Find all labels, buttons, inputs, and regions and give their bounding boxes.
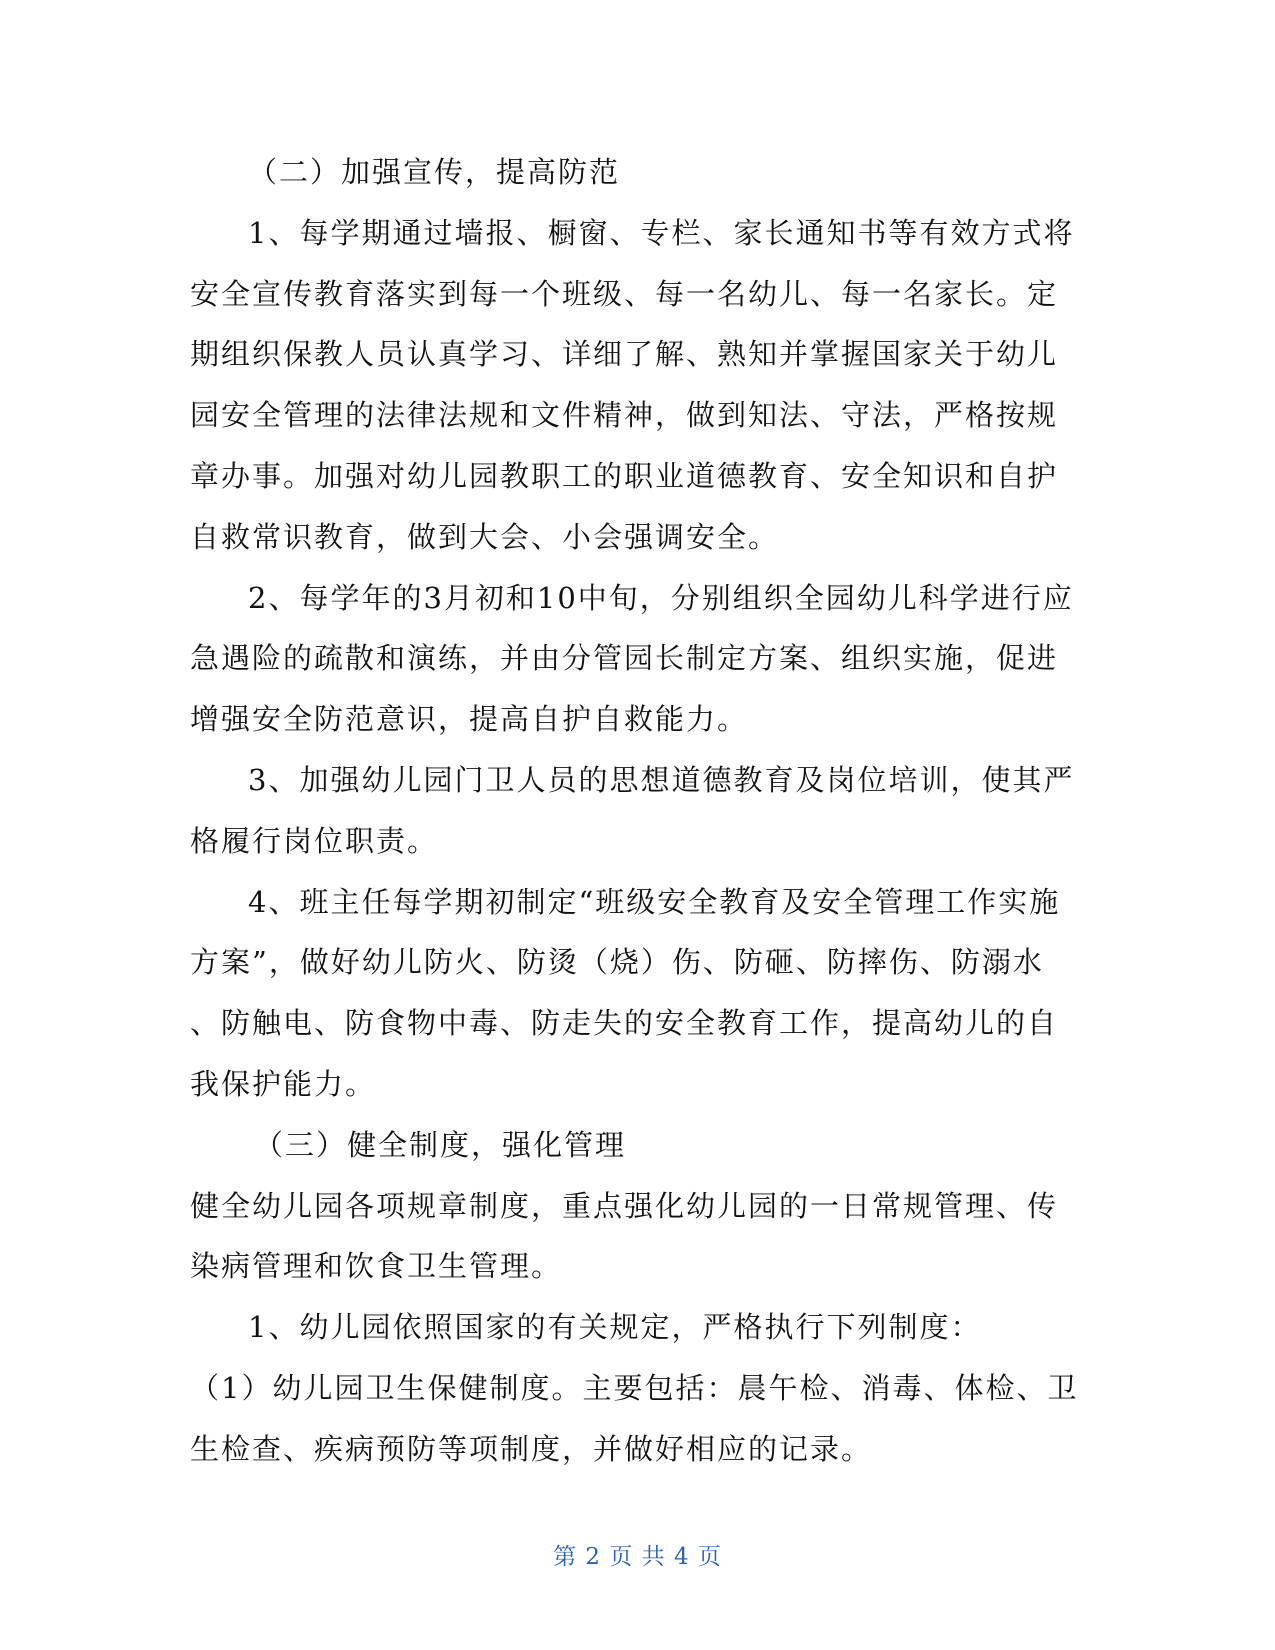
paragraph-line: 染病管理和饮食卫生管理。 bbox=[190, 1249, 563, 1284]
paragraph-line: 格履行岗位职责。 bbox=[190, 823, 439, 858]
paragraph-line: 方案”，做好幼儿防火、防烫（烧）伤、防砸、防摔伤、防溺水 bbox=[190, 945, 1044, 980]
paragraph-line: 增强安全防范意识，提高自护自救能力。 bbox=[190, 702, 749, 737]
section-heading: （三）健全制度，强化管理 bbox=[254, 1127, 627, 1162]
paragraph-line: 1、幼儿园依照国家的有关规定，严格执行下列制度： bbox=[248, 1310, 982, 1345]
paragraph-line: 1、每学期通过墙报、橱窗、专栏、家长通知书等有效方式将 bbox=[248, 215, 1075, 250]
paragraph-line: 园安全管理的法律法规和文件精神，做到知法、守法，严格按规 bbox=[190, 398, 1059, 433]
section-heading: （二）加强宣传，提高防范 bbox=[248, 155, 621, 189]
paragraph-line: 2、每学年的3月初和10中旬，分别组织全园幼儿科学进行应 bbox=[248, 580, 1074, 615]
paragraph-line: （1）幼儿园卫生保健制度。主要包括：晨午检、消毒、体检、卫 bbox=[190, 1370, 1079, 1405]
paragraph-line: 自救常识教育，做到大会、小会强调安全。 bbox=[190, 519, 780, 554]
paragraph-line: 急遇险的疏散和演练，并由分管园长制定方案、组织实施，促进 bbox=[190, 641, 1059, 676]
paragraph-line: 章办事。加强对幼儿园教职工的职业道德教育、安全知识和自护 bbox=[190, 458, 1059, 493]
page-number-footer: 第 2 页 共 4 页 bbox=[553, 1544, 722, 1570]
document-body bbox=[190, 142, 1079, 1480]
paragraph-line: 生检查、疾病预防等项制度，并做好相应的记录。 bbox=[190, 1431, 873, 1466]
paragraph-line: 我保护能力。 bbox=[190, 1066, 377, 1101]
paragraph-line: 期组织保教人员认真学习、详细了解、熟知并掌握国家关于幼儿 bbox=[190, 337, 1059, 372]
paragraph-line: 3、加强幼儿园门卫人员的思想道德教育及岗位培训，使其严 bbox=[248, 762, 1075, 797]
paragraph-line: 健全幼儿园各项规章制度，重点强化幼儿园的一日常规管理、传 bbox=[190, 1188, 1059, 1223]
paragraph-line: 安全宣传教育落实到每一个班级、每一名幼儿、每一名家长。定 bbox=[190, 276, 1059, 311]
paragraph-line: 、防触电、防食物中毒、防走失的安全教育工作，提高幼儿的自 bbox=[190, 1006, 1059, 1041]
paragraph-line: 4、班主任每学期初制定“班级安全教育及安全管理工作实施 bbox=[248, 884, 1061, 919]
